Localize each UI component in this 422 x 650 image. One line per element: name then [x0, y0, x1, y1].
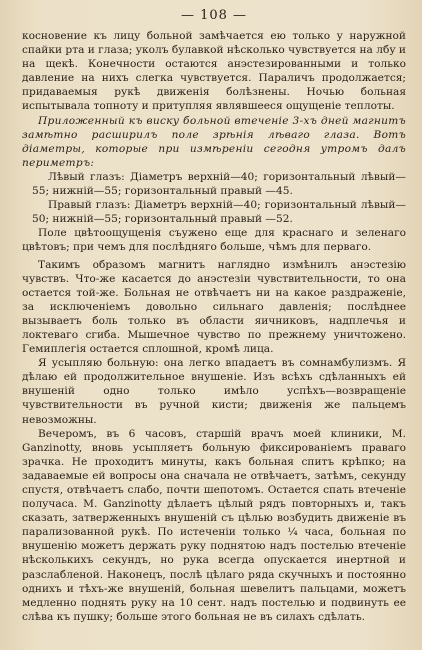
paragraph-left-eye: Лѣвый глазъ: Діаметръ верхній—40; горизонтальный лѣвый—55; нижній—55; горизонтальный правый —45. — [32, 170, 406, 198]
page-number: — 108 — — [180, 8, 248, 23]
paragraph-color-field: Поле цвѣтоощущенія съужено еще для краснаго и зеленаго цвѣтовъ; при чемъ для послѣдняго больше, чѣмъ для перваго. — [22, 227, 406, 254]
paragraph-hypnosis: Я усыпляю больную: она легко впадаетъ въ сомнамбулизмъ. Я дѣлаю ей продолжительное внушеніе. Изъ всѣхъ сдѣланныхъ ей внушеній одно только имѣло успѣхъ—возвращеніе чувствительности въ ручной кисти; движенія же пальцемъ невозможны. — [22, 357, 406, 426]
page-body — [22, 29, 406, 624]
paragraph-2: Приложенный къ виску больной втеченіе 3-хъ дней магнитъ замѣтно расширилъ поле зрѣнія лѣваго глаза. Вотъ діаметры, которые при измѣреніи сегодня утромъ далъ периметръ: — [22, 114, 406, 169]
paragraph-evening: Вечеромъ, въ 6 часовъ, старшій врачъ моей клиники, M. Ganzinotty, вновь усыпляетъ больную фиксированіемъ праваго зрачка. Не проходитъ минуты, какъ больная спитъ крѣпко; на задаваемые ей вопросы она сначала не отвѣчаетъ, затѣмъ, секунду спустя, отвѣчаетъ слабо, почти шепотомъ. Остается спать втеченіе получаса. M. Ganzinotty дѣлаетъ цѣлый рядъ повторныхъ и, такъ сказать, затверженныхъ внушеній съ цѣлью возбудить движеніе въ парализованной рукѣ. По истеченіи только ¼ часа, больная по внушенію можетъ держать руку поднятою надъ постелью втеченіе нѣсколькихъ секундъ, но рука всегда опускается инертной и разслабленой. Наконецъ, послѣ цѣлаго ряда скучныхъ и постоянно однихъ и тѣхъ-же внушеній, больная шевелитъ пальцами, можетъ медленно поднять руку на 10 сент. надъ постелью и подвинуть ее слѣва къ пушку; больше этого больная не въ силахъ сдѣлать. — [22, 427, 406, 623]
paragraph-1: косновение къ лицу больной замѣчается ею только у наружной спайки рта и глаза; уколъ булавкой нѣсколько чувствуется на лбу и на щекѣ. Конечности остаются анэстезированными и только давление на нихъ слегка чувствуется. Параличъ продолжается; придаваемыя рукѣ движенія болѣзнены. Ночью больная испытывала топноту и притупляя являвшееся ощущеніе теплоты. — [22, 30, 406, 113]
paragraph-right-eye: Правый глазъ: Діаметръ верхній—40; горизонтальный лѣвый—50; нижній—55; горизонтальный правый —52. — [32, 199, 406, 226]
paragraph-magnet-effect: Такимъ образомъ магнитъ наглядно измѣнилъ анэстезію чувствъ. Что-же касается до анэстезіи чувствительности, то она остается той-же. Больная не отвѣчаетъ ни на какое раздраженіе, за исключеніемъ довольно сильнаго давленія; послѣднее вызываетъ боль только въ области яичниковъ, надплечья и локтеваго сгиба. Мышечное чувство по прежнему уничтожено. Гемиплегія остается сплошной, кромѣ лица. — [22, 258, 406, 356]
